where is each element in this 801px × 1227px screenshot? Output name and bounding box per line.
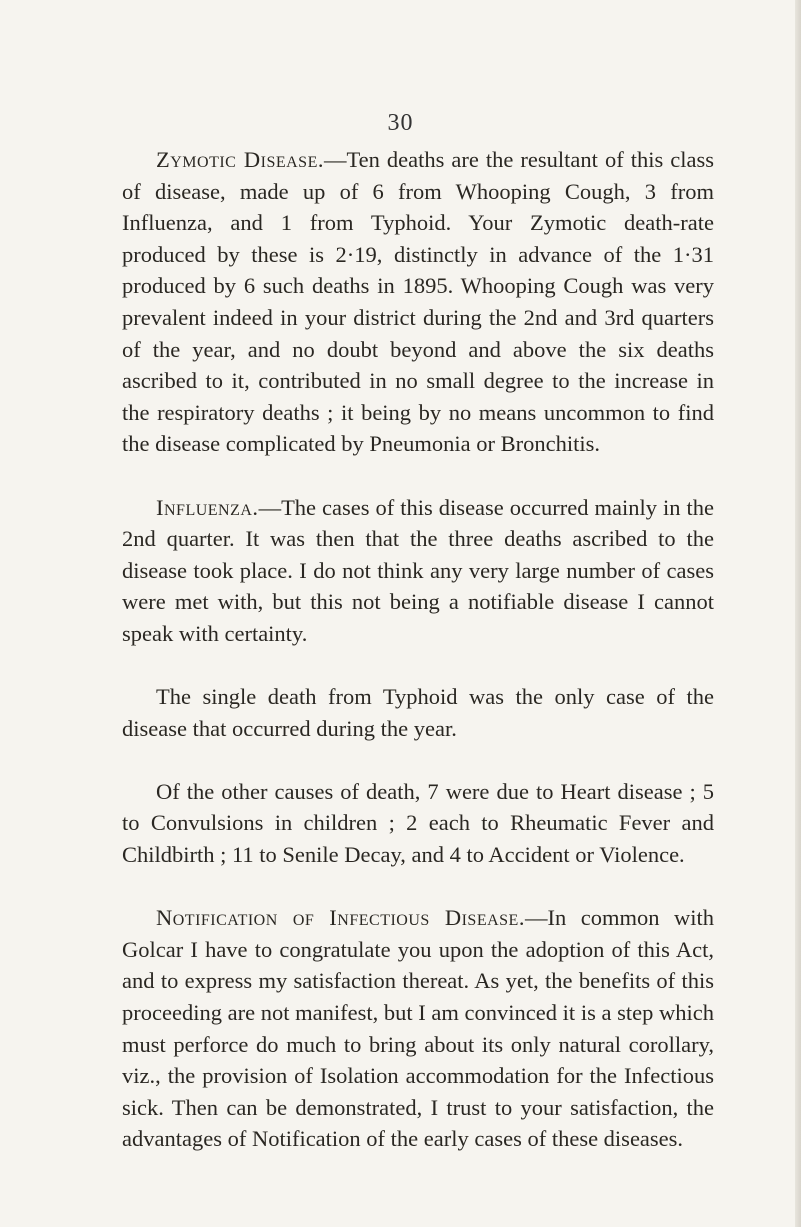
paragraph-text: —Ten deaths are the resultant of this class of disease, made up of 6 from Whooping Cough, 3 from Influenza, and 1 from Typhoid. Your Zymotic death-rate produced by these is 2·19, distinctly in advance of the 1·31 produced by 6 such deaths in 1895. Whooping Cough was very prevalent indeed in your district during the 2nd and 3rd quarters of the year, and no doubt beyond and above the six deaths ascribed to it, contributed in no small degree to the increase in the respiratory deaths ; it being by no means uncommon to find the disease complicated by Pneumonia or Bronchitis. [122,147,714,457]
paragraph-text: —In common with Golcar I have to congratulate you upon the adoption of this Act, and to express my satisfaction thereat. As yet, the benefits of this proceeding are not manifest, but I am convinced it is a step which must perforce do much to bring about its only natural corollary, viz., the provision of Isolation accommodation for the Infectious sick. Then can be demonstrated, I trust to your satisfaction, the advantages of Notification of the early cases of these diseases. [122,905,714,1152]
body-text [122,144,714,1187]
paragraph-other-causes [122,776,714,871]
paragraph-zymotic-disease [122,144,714,460]
paragraph-heading: Influenza. [156,494,259,520]
page-number: 30 [387,110,414,136]
paragraph-heading: Notification of Infectious Disease. [156,905,525,931]
paragraph-text: The single death from Typhoid was the only case of the disease that occurred during the year. [122,684,714,741]
page-edge [795,0,801,1227]
paragraph-typhoid [122,681,714,744]
paragraph-influenza [122,492,714,650]
paragraph-heading: Zymotic Disease. [156,147,324,172]
paragraph-notification [122,902,714,1155]
paragraph-text: Of the other causes of death, 7 were due to Heart disease ; 5 to Convulsions in children ; 2 each to Rheumatic Fever and Childbirth ; 11 to Senile Decay, and 4 to Accident or Violence. [122,778,714,868]
paragraph-text: —The cases of this disease occurred mainly in the 2nd quarter. It was then that the three deaths ascribed to the disease took place. I do not think any very large number of cases were met with, but this not being a notifiable disease I cannot speak with certainty. [122,494,714,646]
